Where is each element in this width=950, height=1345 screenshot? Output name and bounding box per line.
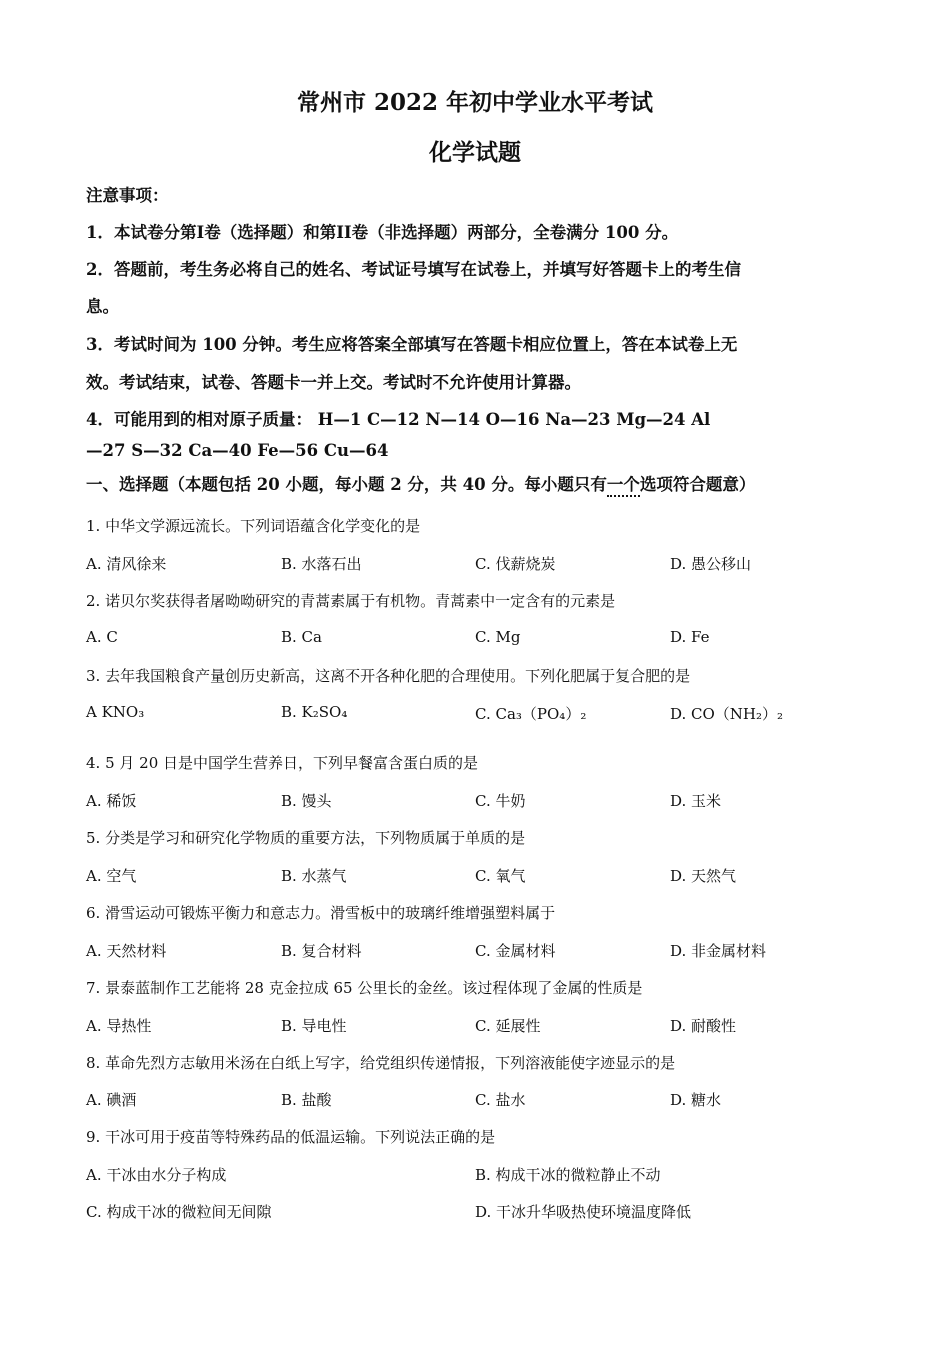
exam-subtitle: 化学试题: [429, 139, 521, 166]
question-stem: 7. 景泰蓝制作工艺能将 28 克金拉成 65 公里长的金丝。该过程体现了金属的性质是: [86, 979, 643, 997]
option-b: B. 水蒸气: [281, 867, 347, 885]
note-2-line-1: 2．答题前，考生务必将自己的姓名、考试证号填写在试卷上，并填写好答题卡上的考生信: [86, 260, 741, 279]
exam-title: 常州市 2022 年初中学业水平考试: [296, 89, 654, 116]
option-d: D. CO（NH₂）₂: [670, 705, 784, 723]
option-c: C. Mg: [475, 628, 521, 646]
question-stem: 9. 干冰可用于疫苗等特殊药品的低温运输。下列说法正确的是: [86, 1128, 496, 1146]
option-d: D. 糖水: [670, 1091, 722, 1109]
option-b: B. 构成干冰的微粒静止不动: [475, 1166, 661, 1184]
option-c: C. 延展性: [475, 1017, 541, 1035]
note-4-line-1: 4．可能用到的相对原子质量： H—1 C—12 N—14 O—16 Na—23 Mg—24 Al: [86, 410, 711, 429]
option-c: C. 伐薪烧炭: [475, 555, 556, 573]
option-a: A. 干冰由水分子构成: [86, 1166, 227, 1184]
notes-heading: 注意事项：: [86, 186, 169, 205]
option-b: B. 水落石出: [281, 555, 362, 573]
option-d: D. 愚公移山: [670, 555, 752, 573]
question-stem: 2. 诺贝尔奖获得者屠呦呦研究的青蒿素属于有机物。青蒿素中一定含有的元素是: [86, 592, 616, 610]
option-d: D. 干冰升华吸热使环境温度降低: [475, 1203, 692, 1221]
option-b: B. Ca: [281, 628, 322, 646]
question-stem: 1. 中华文学源远流长。下列词语蕴含化学变化的是: [86, 517, 421, 535]
section-heading-emphasis: 一个: [607, 475, 640, 497]
option-d: D. 玉米: [670, 792, 722, 810]
question-stem: 5. 分类是学习和研究化学物质的重要方法，下列物质属于单质的是: [86, 829, 526, 847]
note-2-line-2: 息。: [86, 297, 119, 316]
option-a: A. 空气: [86, 867, 137, 885]
option-d: D. Fe: [670, 628, 710, 646]
option-b: B. 导电性: [281, 1017, 347, 1035]
question-stem: 3. 去年我国粮食产量创历史新高，这离不开各种化肥的合理使用。下列化肥属于复合肥的是: [86, 667, 691, 685]
option-b: B. 复合材料: [281, 942, 362, 960]
option-a: A. 稀饭: [86, 792, 137, 810]
option-a: A. 清风徐来: [86, 555, 167, 573]
section-heading-pre: 一、选择题（本题包括 20 小题，每小题 2 分，共 40 分。每小题只有: [86, 475, 607, 494]
option-b: B. K₂SO₄: [281, 703, 348, 721]
question-stem: 4. 5 月 20 日是中国学生营养日，下列早餐富含蛋白质的是: [86, 754, 479, 772]
option-c: C. 金属材料: [475, 942, 556, 960]
question-stem: 6. 滑雪运动可锻炼平衡力和意志力。滑雪板中的玻璃纤维增强塑料属于: [86, 904, 556, 922]
section-heading: [86, 471, 755, 497]
question-stem: 8. 革命先烈方志敏用米汤在白纸上写字，给党组织传递情报，下列溶液能使字迹显示的是: [86, 1054, 676, 1072]
note-4-line-2: —27 S—32 Ca—40 Fe—56 Cu—64: [86, 441, 389, 460]
option-a: A. 导热性: [86, 1017, 152, 1035]
option-c: C. Ca₃（PO₄）₂: [475, 705, 587, 723]
option-a: A. 碘酒: [86, 1091, 137, 1109]
option-d: D. 天然气: [670, 867, 737, 885]
option-c: C. 牛奶: [475, 792, 526, 810]
option-a: A KNO₃: [86, 703, 145, 721]
option-b: B. 馒头: [281, 792, 332, 810]
option-c: C. 氧气: [475, 867, 526, 885]
note-3-line-1: 3．考试时间为 100 分钟。考生应将答案全部填写在答题卡相应位置上，答在本试卷上无: [86, 335, 738, 354]
section-heading-post: 选项符合题意）: [639, 475, 756, 494]
option-c: C. 盐水: [475, 1091, 526, 1109]
option-b: B. 盐酸: [281, 1091, 332, 1109]
option-d: D. 耐酸性: [670, 1017, 737, 1035]
option-d: D. 非金属材料: [670, 942, 767, 960]
note-3-line-2: 效。考试结束，试卷、答题卡一并上交。考试时不允许使用计算器。: [86, 373, 581, 392]
option-c: C. 构成干冰的微粒间无间隙: [86, 1203, 272, 1221]
option-a: A. C: [86, 628, 118, 646]
note-1: 1．本试卷分第I卷（选择题）和第II卷（非选择题）两部分，全卷满分 100 分。: [86, 223, 679, 242]
option-a: A. 天然材料: [86, 942, 167, 960]
